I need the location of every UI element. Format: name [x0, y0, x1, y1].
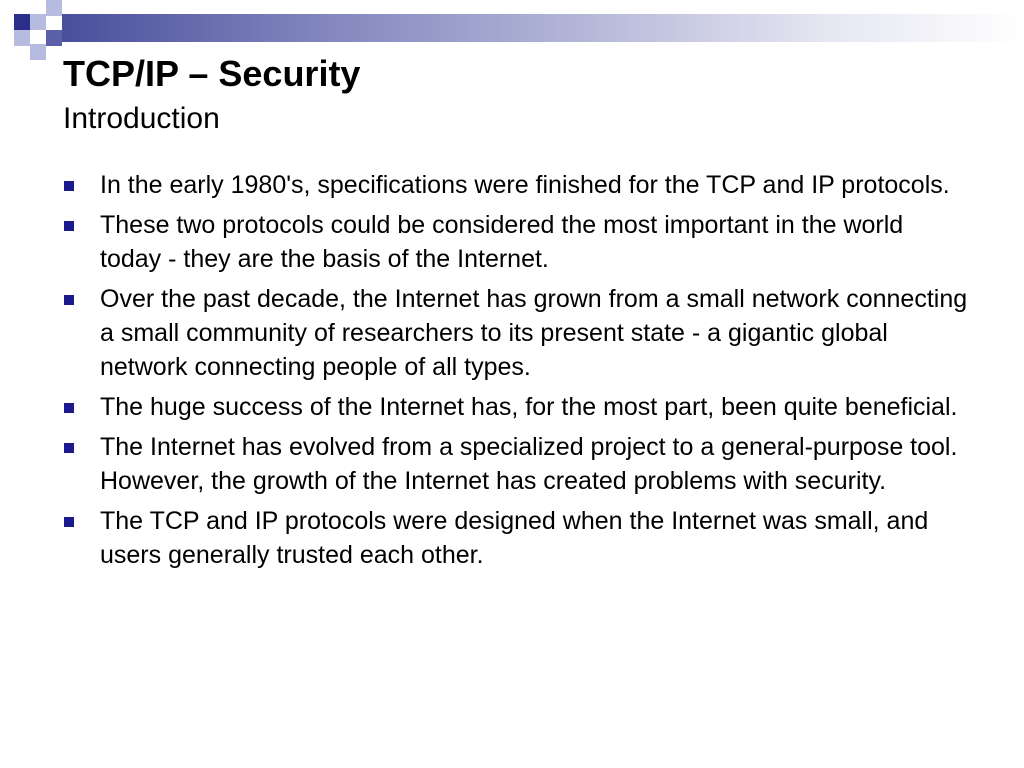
bullet-text: The TCP and IP protocols were designed when the Internet was small, and users generally trusted each other.: [100, 507, 929, 569]
square-bullet-icon: [64, 517, 74, 527]
bullet-item: [63, 430, 968, 498]
header-gradient-bar: [62, 14, 1024, 42]
decor-square: [30, 44, 46, 60]
square-bullet-icon: [64, 221, 74, 231]
bullet-text: The huge success of the Internet has, for the most part, been quite beneficial.: [100, 393, 958, 421]
decor-square: [14, 30, 30, 46]
bullet-text: The Internet has evolved from a specialized project to a general-purpose tool. However, the growth of the Internet has created problems with security.: [100, 433, 958, 495]
bullet-text: In the early 1980's, specifications were finished for the TCP and IP protocols.: [100, 171, 950, 199]
decor-square: [46, 30, 62, 46]
square-bullet-icon: [64, 181, 74, 191]
bullet-text: These two protocols could be considered the most important in the world today - they are the basis of the Internet.: [100, 211, 904, 273]
decor-square: [46, 0, 62, 16]
bullet-item: [63, 282, 968, 384]
decor-square: [30, 14, 46, 30]
bullet-item: [63, 390, 968, 424]
bullet-item: [63, 504, 968, 572]
slide-title: TCP/IP – Security: [63, 53, 361, 94]
bullet-list: [63, 168, 968, 578]
slide-subtitle: Introduction: [63, 102, 220, 135]
bullet-item: [63, 208, 968, 276]
square-bullet-icon: [64, 403, 74, 413]
square-bullet-icon: [64, 295, 74, 305]
bullet-item: [63, 168, 968, 202]
decor-square: [14, 14, 30, 30]
bullet-text: Over the past decade, the Internet has grown from a small network connecting a small community of researchers to its present state - a gigantic global network connecting people of all types.: [100, 285, 968, 381]
square-bullet-icon: [64, 443, 74, 453]
